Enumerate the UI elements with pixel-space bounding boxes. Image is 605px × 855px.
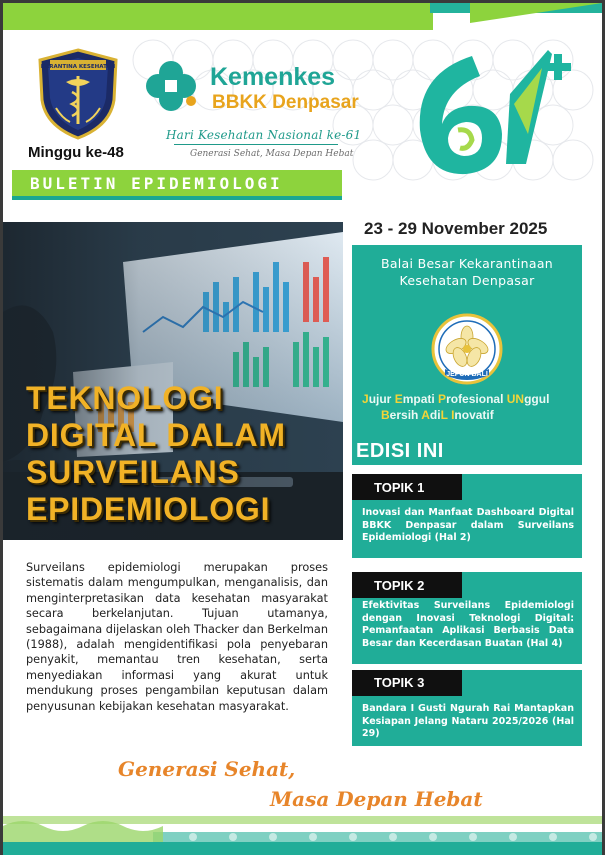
- motto-line-1: [362, 392, 549, 406]
- week-label: Minggu ke-48: [28, 144, 124, 161]
- institution-name: Balai Besar Kekarantinaan Kesehatan Denpasar: [380, 256, 554, 288]
- edition-heading: EDISI INI: [356, 440, 444, 462]
- jepun-bali-logo: [427, 313, 507, 385]
- motto-cap-j: J: [362, 392, 369, 406]
- tagline-line-2: Masa Depan Hebat: [270, 787, 483, 811]
- motto-cap-l: L: [440, 408, 448, 422]
- motto-word-rofesional: rofesional: [446, 392, 507, 406]
- karantina-kesehatan-logo: [36, 48, 120, 140]
- topic-1-label: TOPIK 1: [374, 480, 425, 495]
- hkn-underline: [174, 144, 338, 145]
- jepun-logo-text: JEPUN BALI: [446, 371, 488, 378]
- kemenkes-logo-icon: [136, 56, 206, 116]
- topic-2-label: TOPIK 2: [374, 578, 425, 593]
- motto-word-di: di: [429, 408, 441, 422]
- hkn-61-logo: [402, 34, 582, 184]
- org-subname: BBKK Denpasar: [212, 92, 359, 113]
- hero-title-line-2: DIGITAL DALAM: [26, 417, 286, 453]
- motto-line-2: [381, 408, 494, 422]
- motto-word-ggul: ggul: [524, 392, 550, 406]
- topic-3-label: TOPIK 3: [374, 675, 425, 690]
- top-triangle-accent: [470, 3, 602, 23]
- topic-3-text[interactable]: Bandara I Gusti Ngurah Rai Mantapkan Kesiapan Jelang Nataru 2025/2026 (Hal 29): [362, 703, 574, 739]
- issue-date: 23 - 29 November 2025: [364, 219, 548, 238]
- motto-word-ujur: ujur: [368, 392, 395, 406]
- topic-1-text[interactable]: Inovasi dan Manfaat Dashboard Digital BBKK Denpasar dalam Surveilans Epidemiologi (Hal 2): [362, 507, 574, 543]
- motto-cap-i: I: [451, 408, 455, 422]
- hero-title-line-3: SURVEILANS: [26, 454, 240, 490]
- hero-title-line-1: TEKNOLOGI: [26, 380, 224, 416]
- motto-word-mpati: mpati: [402, 392, 439, 406]
- topic-2-text[interactable]: Efektivitas Surveilans Epidemiologi dengan Inovasi Teknologi Digital: Pemanfaatan Aplikasi Berbasis Data Besar dan Kecerdasan Buatan (Hal 4): [362, 600, 574, 649]
- top-green-band: [3, 3, 433, 33]
- intro-paragraph: Surveilans epidemiologi merupakan proses sistematis dalam mengumpulkan, menganalisis, dan menginterpretasikan data kesehatan masyarakat secara berkelanjutan. Tujuan utamanya, sebagaimana dijelaskan oleh Thacker dan Berkelman (1988), adalah mengidentifikasi pola penyebaran penyakit, memantau tren kesehatan, serta menyediakan informasi yang akurat untuk mendukung proses pengambilan keputusan dalam penyusunan kebijakan kesehatan masyarakat.: [26, 561, 328, 713]
- karantina-logo-text: KARANTINA KESEHATAN: [40, 64, 116, 70]
- bulletin-title: BULETIN EPIDEMIOLOGI: [30, 174, 283, 193]
- motto-word-novatif: novatif: [454, 408, 494, 422]
- motto-cap-p: P: [438, 392, 447, 406]
- motto-cap-e: E: [394, 392, 403, 406]
- motto-cap-a: A: [421, 408, 430, 422]
- hkn-title: Hari Kesehatan Nasional ke-61: [166, 128, 362, 142]
- bulletin-title-bar-accent: [12, 196, 342, 200]
- footer-ornament: [3, 812, 602, 855]
- hkn-tagline: Generasi Sehat, Masa Depan Hebat: [190, 149, 354, 159]
- motto-word-ersih: ersih: [389, 408, 422, 422]
- motto-cap-un: UN: [506, 392, 525, 406]
- hero-title-line-4: EPIDEMIOLOGI: [26, 491, 271, 527]
- hero-title: [26, 380, 286, 528]
- motto-cap-b: B: [381, 408, 390, 422]
- tagline-line-1: Generasi Sehat,: [118, 757, 296, 781]
- org-name: Kemenkes: [210, 63, 336, 91]
